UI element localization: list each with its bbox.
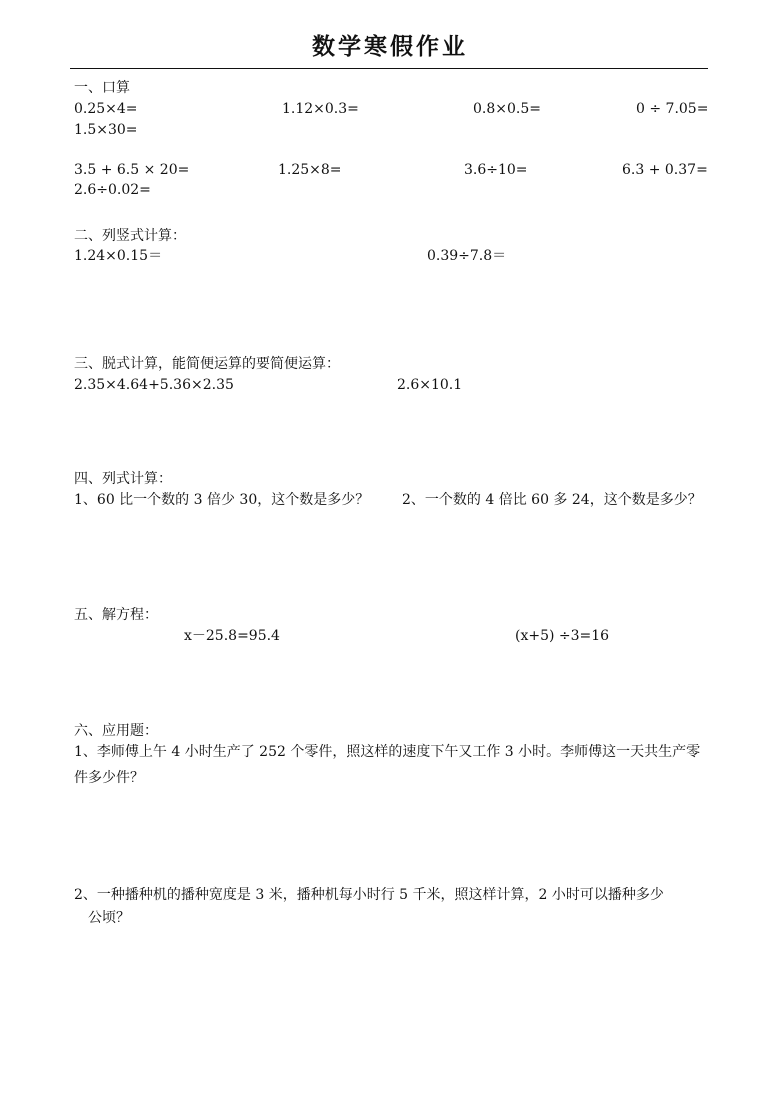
oral-calc-item: 3.6÷10=	[464, 162, 528, 178]
section2-heading: 二、列竖式计算：	[74, 228, 186, 244]
word-calc-item: 2、一个数的 4 倍比 60 多 24，这个数是多少？	[402, 492, 702, 508]
oral-calc-item: 3.5 + 6.5 × 20=	[74, 162, 190, 178]
section3-heading: 三、脱式计算，能简便运算的要简便运算：	[74, 356, 340, 372]
oral-calc-item: 1.5×30=	[74, 122, 138, 138]
oral-calc-item: 0.25×4=	[74, 101, 138, 117]
vertical-calc-item: 1.24×0.15＝	[74, 248, 163, 264]
oral-calc-item: 1.25×8=	[278, 162, 342, 178]
section4-heading: 四、列式计算：	[74, 471, 172, 487]
oral-calc-item: 6.3 + 0.37=	[622, 162, 708, 178]
word-problem-1: 1、李师傅上午 4 小时生产了 252 个零件，照这样的速度下午又工作 3 小时。李师傅这一天共生产零件多少件？	[74, 744, 701, 786]
oral-calc-item: 2.6÷0.02=	[74, 182, 151, 198]
section6-heading: 六、应用题：	[74, 723, 158, 739]
word-problem-2: 2、一种播种机的播种宽度是 3 米，播种机每小时行 5 千米，照这样计算，2 小时可以播种多少	[74, 887, 664, 903]
section1-heading: 一、口算	[74, 80, 130, 96]
vertical-calc-item: 0.39÷7.8＝	[427, 248, 507, 264]
equation-item: x－25.8=95.4	[184, 628, 280, 644]
step-calc-item: 2.6×10.1	[397, 377, 463, 393]
title-divider	[70, 68, 708, 69]
equation-item: (x+5) ÷3=16	[515, 628, 610, 644]
word-calc-item: 1、60 比一个数的 3 倍少 30，这个数是多少？	[74, 492, 370, 508]
word-problem-2-continued: 公顷？	[88, 910, 130, 926]
step-calc-item: 2.35×4.64+5.36×2.35	[74, 377, 234, 393]
oral-calc-item: 1.12×0.3=	[282, 101, 359, 117]
page-title: 数学寒假作业	[312, 34, 468, 60]
section5-heading: 五、解方程：	[74, 607, 158, 623]
oral-calc-item: 0.8×0.5=	[473, 101, 541, 117]
oral-calc-item: 0 ÷ 7.05=	[636, 101, 709, 117]
